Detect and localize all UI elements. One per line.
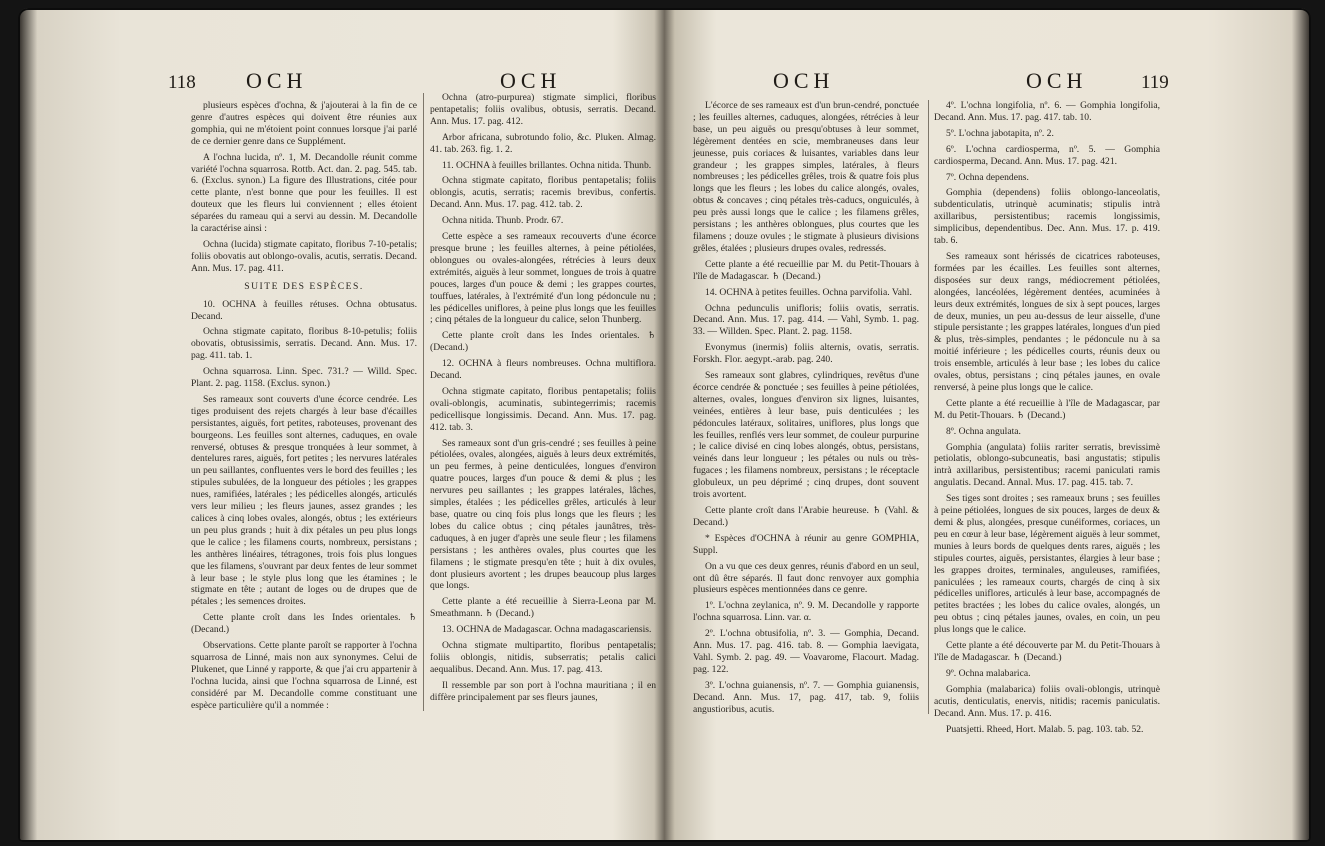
text-paragraph: 6º. L'ochna cardiosperma, nº. 5. — Gomphia cardiosperma, Decand. Ann. Mus. 17. pag. 421. — [934, 143, 1160, 167]
text-paragraph: Il ressemble par son port à l'ochna mauritiana ; il en diffère principalement par ses fleurs jaunes, — [430, 679, 656, 703]
text-paragraph: Ses rameaux sont d'un gris-cendré ; ses feuilles à peine pétiolées, ovales, alongées, aiguës à leurs deux extrémités, un peu fermes, à peine denticulées, longues d'environ quatre pouces, larges d'un pouce & demi & plus ; les nervures peu saillantes ; les grappes latérales, lâches, simples, étalées ; les pédicelles grêles, articulés à leur base, quatre ou cinq fois plus longs que les fleurs ; les lobes du calice obtus ; cinq pétales jaunâtres, très-caduques, à en juger d'après une seule fleur ; les filamens persistans ; les anthères ovales, plus courtes que les filamens ; le stigmate presqu'en tête ; huit à dix ovules, dont plusieurs avortent ; les drupes beaucoup plus larges que longs. — [430, 437, 656, 592]
text-paragraph: Ses tiges sont droites ; ses rameaux bruns ; ses feuilles à peine pétiolées, longues de six pouces, larges de deux & demi & plus, alongées, presque cunéiformes, coriaces, un peu en cœur à leur base, légèrement aiguës à leur sommet, munies à leurs bords de quelques dents rares, aiguës ; les stipules courtes, aiguës, persistantes, élargies à leur base ; les grappes droites, terminales, anguleuses, ramifiées, paniculées ; les rameaux courts, chargés de cinq à six pédicelles uniflores, articulés à leur base, accompagnés de petites bractées ; les lobes du calice ovales, alongés, un peu obtus ; cinq pétales jaunes, ovales, en coin, un peu plus longs que le calice. — [934, 493, 1160, 636]
text-paragraph: 8º. Ochna angulata. — [946, 425, 1021, 437]
text-paragraph: Ses rameaux sont hérissés de cicatrices raboteuses, formées par les écailles. Les feuilles sont alternes, disposées sur deux rangs, médiocrement pétiolées, alongées, lancéolées, légèrement dentées, acuminées à leurs deux extrémités, longues de six à sept pouces, larges de deux, munies, un peu au-dessus de leur aisselle, d'une stipule persistante ; les grappes latérales, longues d'un pied & plus, très-simples, pendantes ; le pédoncule nu à sa moitié inférieure ; les pédicelles courts, réunis deux ou trois ensemble, articulés à leur base ; les lobes du calice ovales, obtus, persistans ; cinq pétales jaunes, en ovale renversé, à peine plus longs que le calice. — [934, 250, 1160, 393]
text-paragraph: plusieurs espèces d'ochna, & j'ajouterai à la fin de ce genre d'autres espèces qui doivent être réunies aux gomphia, qui ne m'étoient point connues lorsque j'ai parlé de ce dernier genre dans ce Supplément. — [191, 100, 417, 147]
text-paragraph: Evonymus (inermis) foliis alternis, ovatis, serratis. Forskh. Flor. aegypt.-arab. pag. 240. — [693, 342, 919, 366]
right-page — [671, 8, 1311, 842]
text-paragraph: Arbor africana, subrotundo folio, &c. Pluken. Almag. 41. tab. 263. fig. 1. 2. — [430, 131, 656, 155]
text-paragraph: Ochna stigmate multipartito, floribus pentapetalis; foliis oblongis, nitidis, subserratis; petalis calici aequalibus. Decand. Ann. Mus. 17. pag. 413. — [430, 640, 656, 675]
book-spread — [18, 8, 1311, 842]
text-paragraph: L'écorce de ses rameaux est d'un brun-cendré, ponctuée ; les feuilles alternes, caduques, alongées, rétrécies à leur base, un peu aiguës ou presqu'obtuses à leur sommet, légèrement dentées en scie, membraneuses dans leur jeunesse, puis coriaces & luisantes, variables dans leur grandeur ; les grappes simples, latérales, à fleurs nombreuses ; les pédicelles grêles, trois & quatre fois plus longs que les fleurs ; les lobes du calice alongés, ovales, obtus & concaves ; cinq pétales très-caducs, onguiculés, à peu près aussi longs que le calice ; les filamens grêles, persistans ; les anthères oblongues, plus courtes que les filamens ; douze ovules ; le stigmate à plusieurs divisions grêles, étalées ; plusieurs drupes ovales, redressés. — [693, 100, 919, 254]
text-paragraph: Ses rameaux sont couverts d'une écorce cendrée. Les tiges produisent des rejets chargés à leur base d'écailles persistantes, aiguës, fort petites, raboteuses, provenant des bourgeons. Les feuilles sont alternes, caduques, en ovale renversé, obtuses & presque tronquées à leur sommet, à dentelures rares, aiguës, fort petites ; les nervures latérales un peu saillantes, confluentes vers le bord des feuilles ; les stipules subulées, de la longueur des pétioles ; les grappes nues, ramifiées, latérales ; les pédicelles alongés, articulés vers leur milieu ; les fleurs jaunes, assez grandes ; les calices à cinq lobes ovales, alongés, obtus ; les extérieurs un peu plus grands ; huit à dix pétales un peu plus longs que le calice ; les filamens courts, nombreux, persistans ; les anthères linéaires, tétragones, trois fois plus longues que les filamens, s'ouvrant par deux fentes de leur sommet à leur base ; le style plus long que les étamines ; le stigmate en tête ; autant de loges ou de drupes que de pétales ; les semences droites. — [191, 393, 417, 608]
running-head-right: OCH — [1026, 68, 1088, 93]
text-paragraph: Cette plante croît dans les Indes orientales. ♄ (Decand.) — [191, 612, 417, 636]
text-paragraph: On a vu que ces deux genres, réunis d'abord en un seul, ont dû être séparés. Il faut donc renvoyer aux gomphia plusieurs espèces mentionnées dans ce genre. — [693, 560, 919, 596]
running-head-right: OCH — [500, 68, 562, 93]
text-paragraph: SUITE DES ESPÈCES. — [244, 280, 364, 292]
text-paragraph: Gomphia (malabarica) foliis ovali-oblongis, utrinquè acutis, denticulatis, enervis, nitidis; racemis paniculatis. Decand. Ann. Mus. 17. p. 416. — [934, 683, 1160, 719]
text-column-left — [693, 100, 919, 720]
text-paragraph: 7º. Ochna dependens. — [946, 171, 1029, 183]
text-paragraph: Ochna stigmate capitato, floribus pentapetalis; foliis ovali-oblongis, acuminatis, subintegerrimis; racemis pedicellisque longissimis. Decand. Ann. Mus. 17. pag. 412. tab. 3. — [430, 385, 656, 433]
text-paragraph: Ochna pedunculis unifloris; foliis ovatis, serratis. Decand. Ann. Mus. 17. pag. 414. — Vahl, Symb. 1. pag. 33. — Willden. Spec. Plant. 2. pag. 1158. — [693, 302, 919, 338]
text-paragraph: Gomphia (dependens) foliis oblongo-lanceolatis, subdenticulatis, utrinquè acuminatis; stipulis intrà axillaribus, persistentibus; racemis longissimis, simplicibus, dependentibus. Dec. Ann. Mus. 17. p. 419. tab. 6. — [934, 187, 1160, 247]
text-paragraph: 12. OCHNA à fleurs nombreuses. Ochna multiflora. Decand. — [430, 358, 656, 382]
text-paragraph: 1º. L'ochna zeylanica, nº. 9. M. Decandolle y rapporte l'ochna squarrosa. Linn. var. α. — [693, 600, 919, 624]
text-paragraph: Cette plante croît dans les Indes orientales. ♄ (Decand.) — [430, 330, 656, 354]
left-page — [18, 8, 658, 842]
text-paragraph: Ochna nitida. Thunb. Prodr. 67. — [442, 215, 564, 227]
text-paragraph: Ses rameaux sont glabres, cylindriques, revêtus d'une écorce cendrée & ponctuée ; ses feuilles à peine pétiolées, alternes, ovales, longues d'environ six lignes, luisantes, veinées, entières à leur base, puis denticulées ; les pédoncules latéraux, solitaires, uniflores, plus longs que les feuilles, renflés vers leur sommet, de couleur purpurine ; le calice divisé en cinq lobes alongés, obtus, persistans, veinés dans leur longueur ; les pétales ou nuls ou très-fugaces ; les filamens nombreux, persistans ; le réceptacle globuleux, un peu déprimé ; cinq drupes, dont souvent trois avortent. — [693, 370, 919, 501]
text-paragraph: Cette plante croît dans l'Arabie heureuse. ♄ (Vahl. & Decand.) — [693, 505, 919, 528]
text-paragraph: Ochna (atro-purpurea) stigmate simplici, floribus pentapetalis; foliis ovalibus, obtusis, serratis. Decand. Ann. Mus. 17. pag. 412. — [430, 92, 656, 127]
text-paragraph: 11. OCHNA à feuilles brillantes. Ochna nitida. Thunb. — [442, 159, 652, 171]
column-divider — [928, 100, 929, 714]
text-paragraph: 13. OCHNA de Madagascar. Ochna madagascariensis. — [442, 624, 652, 636]
text-paragraph: 4º. L'ochna longifolia, nº. 6. — Gomphia longifolia, Decand. Ann. Mus. 17. pag. 417. tab. 10. — [934, 100, 1160, 123]
text-paragraph: Ochna squarrosa. Linn. Spec. 731.? — Willd. Spec. Plant. 2. pag. 1158. (Exclus. synon.) — [191, 366, 417, 390]
column-divider — [423, 93, 424, 711]
text-paragraph: Puatsjetti. Rheed, Hort. Malab. 5. pag. 103. tab. 52. — [946, 723, 1144, 735]
text-paragraph: Cette espèce a ses rameaux recouverts d'une écorce presque brune ; les feuilles alternes, à peine pétiolées, oblongues ou ovales-alongées, rétrécies à leurs deux extrémités, aiguës à leur sommet, longues de trois à quatre pouces, larges d'un pouce & demi ; les grappes courtes, touffues, latérales, à l'extrémité d'un long pédoncule nu ; les pédicelles uniflores, à peine plus longs que les feuilles ; cinq pétales de la longueur du calice, selon Thunberg. — [430, 231, 656, 326]
text-paragraph: 14. OCHNA à petites feuilles. Ochna parvifolia. Vahl. — [705, 286, 912, 298]
text-paragraph: Ochna stigmate capitato, floribus pentapetalis; foliis oblongis, acutis, serratis; racemis brevibus, confertis. Decand. Ann. Mus. 17. pag. 412. tab. 2. — [430, 175, 656, 211]
text-paragraph: Cette plante a été recueillie par M. du Petit-Thouars à l'île de Madagascar. ♄ (Decand.) — [693, 258, 919, 282]
text-paragraph: Cette plante a été recueillie à l'île de Madagascar, par M. du Petit-Thouars. ♄ (Decand.) — [934, 397, 1160, 421]
text-paragraph: Observations. Cette plante paroît se rapporter à l'ochna squarrosa de Linné, mais non aux synonymes. Celui de Plukenet, que Linné y rapporte, & que j'ai cru appartenir à l'ochna lucida, ainsi que l'ochna squarrosa de Linné, est considéré par M. Decandolle comme constituant une espèce particulière qu'il a nommée : — [191, 640, 417, 711]
text-paragraph: * Espèces d'OCHNA à réunir au genre GOMPHIA, Suppl. — [693, 532, 919, 556]
text-paragraph: A l'ochna lucida, nº. 1, M. Decandolle réunit comme variété l'ochna squarrosa. Rottb. Act. dan. 2. pag. 545. tab. 6. (Exclus. synon.) La figure des Illustrations, citée pour cette plante, n'est bonne que pour les feuilles. Il est douteux que les fleurs lui conviennent ; elles étoient séparées du rameau qui a servi au dessin. M. Decandolle la caractérise ainsi : — [191, 151, 417, 235]
text-paragraph: 3º. L'ochna guianensis, nº. 7. — Gomphia guianensis, Decand. Ann. Mus. 17, pag. 417, tab. 9, foliis angustioribus, acutis. — [693, 679, 919, 715]
page-number: 118 — [168, 72, 196, 93]
text-paragraph: Ochna (lucida) stigmate capitato, floribus 7-10-petalis; foliis obovatis aut oblongo-ovalis, acutis, serratis. Decand. Ann. Mus. 17. pag. 411. — [191, 238, 417, 274]
running-head-left: OCH — [773, 68, 835, 93]
text-paragraph: 5º. L'ochna jabotapita, nº. 2. — [946, 127, 1054, 139]
text-paragraph: 10. OCHNA à feuilles rétuses. Ochna obtusatus. Decand. — [191, 298, 417, 322]
text-paragraph: Cette plante a été découverte par M. du Petit-Thouars à l'île de Madagascar. ♄ (Decand.) — [934, 640, 1160, 663]
text-column-left — [191, 100, 417, 716]
text-paragraph: 9º. Ochna malabarica. — [946, 667, 1031, 679]
text-column-right — [430, 92, 656, 708]
text-paragraph: 2º. L'ochna obtusifolia, nº. 3. — Gomphia, Decand. Ann. Mus. 17. pag. 416. tab. 8. — Gomphia laevigata, Vahl. Symb. 2. pag. 49. — Voavarome, Flacourt. Madag. pag. 122. — [693, 628, 919, 675]
text-paragraph: Ochna stigmate capitato, floribus 8-10-petulis; foliis obovatis, obtusissimis, serratis. Decand. Ann. Mus. 17. pag. 411. tab. 1. — [191, 326, 417, 362]
running-head-left: OCH — [246, 68, 308, 93]
page-number: 119 — [1141, 72, 1169, 93]
text-column-right — [934, 100, 1160, 739]
text-paragraph: Gomphia (angulata) foliis rariter serratis, brevissimè petiolatis, oblongo-subcuneatis, basi angustatis; stipulis intrà axillaribus, persistentibus; racemi paniculati ramis angulatis. Decand. Annal. Mus. 17. pag. 415. tab. 7. — [934, 441, 1160, 489]
text-paragraph: Cette plante a été recueillie à Sierra-Leona par M. Smeathmann. ♄ (Decand.) — [430, 596, 656, 620]
